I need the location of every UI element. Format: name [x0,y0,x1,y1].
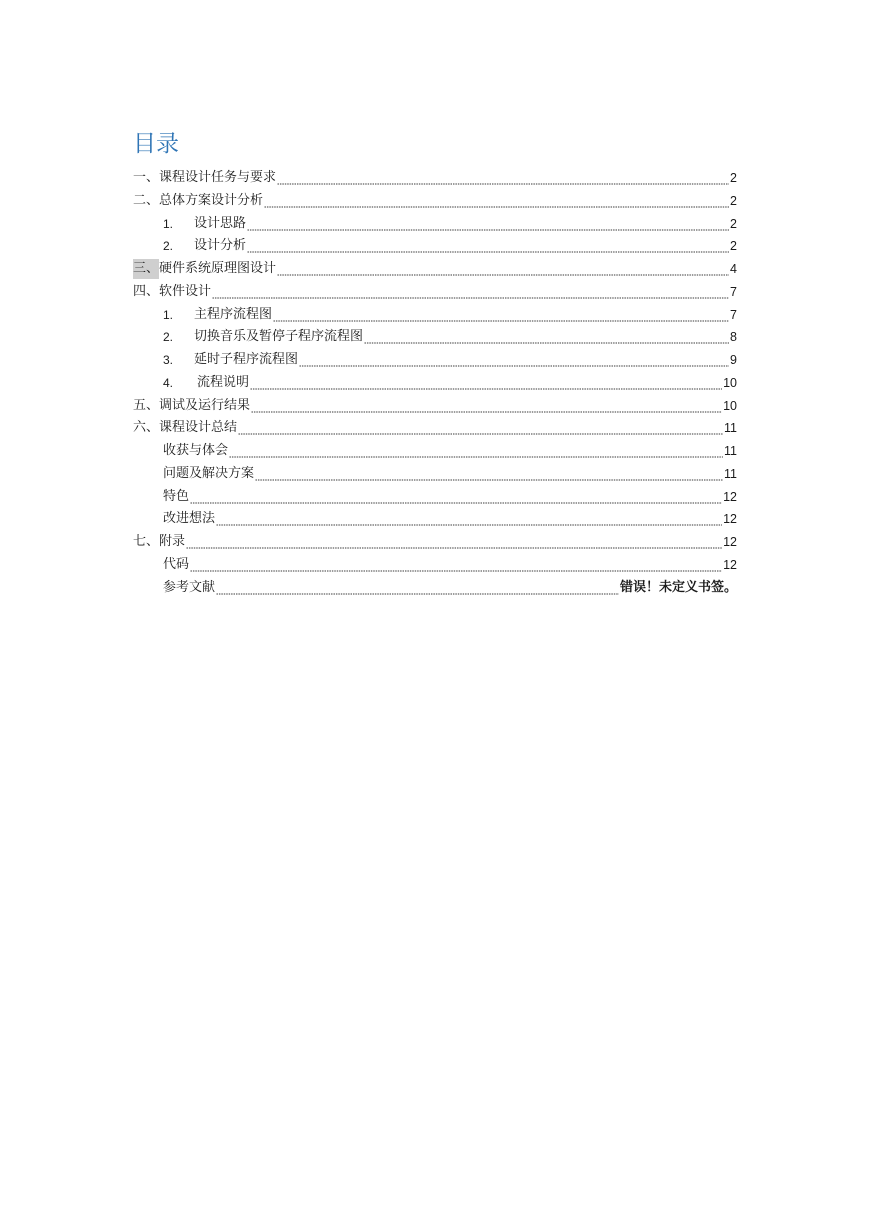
toc-entry-label: 硬件系统原理图设计 [159,261,277,276]
toc-entry-label: 参考文献 [163,580,216,595]
toc-entry-number: 2. [163,239,174,253]
toc-entry[interactable] [163,236,737,256]
toc-entry-label: 代码 [163,557,190,572]
toc-entry[interactable] [163,555,737,575]
toc-dot-leader [255,464,723,484]
toc-entry-label: 七、附录 [133,534,186,549]
toc-entry[interactable] [163,509,737,529]
toc-page-number: 2 [730,194,737,208]
toc-entry-label: 六、课程设计总结 [133,420,238,435]
toc-entry-label: 流程说明 [197,375,250,390]
toc-title: 目录 [133,131,179,157]
toc-dot-leader [247,236,729,256]
toc-entry-label: 特色 [163,489,190,504]
toc-entry-label: 切换音乐及暂停子程序流程图 [194,329,364,344]
toc-entry[interactable] [163,305,737,325]
toc-dot-leader [216,509,722,529]
toc-entry[interactable] [133,396,737,416]
toc-entry[interactable] [133,259,737,279]
toc-entry-label: 问题及解决方案 [163,466,255,481]
toc-page-number: 10 [723,376,737,390]
toc-dot-leader [364,327,729,347]
toc-page-number: 11 [724,421,737,435]
toc-dot-leader [216,578,619,598]
toc-page-number: 10 [723,399,737,413]
toc-entry-label: 延时子程序流程图 [194,352,299,367]
toc-entry[interactable] [133,191,737,211]
toc-page-number: 12 [723,490,737,504]
toc-dot-leader [250,373,722,393]
toc-entry[interactable] [163,350,737,370]
toc-dot-leader [247,214,729,234]
toc-dot-leader [238,418,723,438]
toc-page-number: 2 [730,171,737,185]
toc-entry-label: 四、软件设计 [133,284,212,299]
toc-page-number: 11 [724,467,737,481]
toc-dot-leader [212,282,729,302]
toc-entry-number: 3. [163,353,174,367]
toc-page-number: 12 [723,558,737,572]
toc-entry[interactable] [163,327,737,347]
toc-entry[interactable] [163,214,737,234]
toc-entry-label: 设计分析 [194,238,247,253]
toc-dot-leader [186,532,722,552]
toc-entry[interactable] [163,487,737,507]
toc-error-message: 错误！未定义书签。 [619,580,737,595]
toc-entry-number: 4. [163,376,174,390]
toc-entry-label: 二、总体方案设计分析 [133,193,264,208]
toc-entry-label: 收获与体会 [163,443,229,458]
toc-entry-label: 改进想法 [163,511,216,526]
toc-entry[interactable] [133,532,737,552]
toc-page-number: 2 [730,217,737,231]
toc-entry-number: 1. [163,308,174,322]
toc-dot-leader [277,259,729,279]
toc-entry[interactable] [133,418,737,438]
toc-dot-leader [190,487,722,507]
toc-page-number: 8 [730,330,737,344]
toc-page-number: 12 [723,512,737,526]
toc-dot-leader [299,350,729,370]
toc-entry-label: 五、调试及运行结果 [133,398,251,413]
toc-page-number: 7 [730,308,737,322]
toc-page-number: 7 [730,285,737,299]
toc-entry[interactable] [163,578,737,598]
toc-entry-label: 设计思路 [194,216,247,231]
toc-dot-leader [251,396,722,416]
toc-entry[interactable] [163,464,737,484]
toc-entry-prefix-highlighted: 三、 [133,259,159,279]
toc-entry[interactable] [163,441,737,461]
toc-entry-label: 主程序流程图 [194,307,273,322]
toc-dot-leader [277,168,729,188]
toc-entry-number: 1. [163,217,174,231]
toc-page-number: 12 [723,535,737,549]
toc-dot-leader [229,441,723,461]
toc-dot-leader [190,555,722,575]
toc-page-number: 11 [724,444,737,458]
toc-entry[interactable] [133,282,737,302]
toc-dot-leader [273,305,729,325]
toc-entry-number: 2. [163,330,174,344]
toc-dot-leader [264,191,729,211]
toc-page-number: 9 [730,353,737,367]
toc-entry-label: 一、课程设计任务与要求 [133,170,277,185]
toc-entry[interactable] [163,373,737,393]
toc-page-number: 4 [730,262,737,276]
toc-page-number: 2 [730,239,737,253]
toc-entry[interactable] [133,168,737,188]
